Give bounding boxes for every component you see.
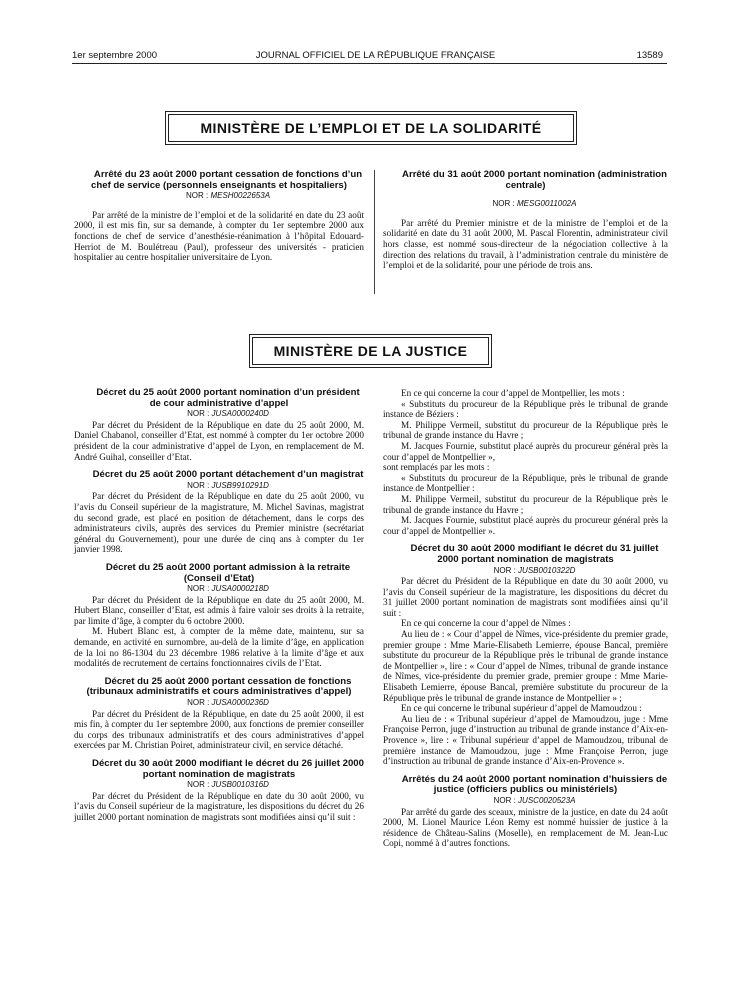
header-journal-title: JOURNAL OFFICIEL DE LA RÉPUBLIQUE FRANÇAISE (255, 50, 496, 61)
entry-text: Par arrêté du garde des sceaux, ministre de la justice, en date du 24 août 2000, M. Lionel Maurice Léon Remy est nommé huissier de justice à la résidence de Château-Salins (Moselle), en remplacement de M. Jean-Luc Copi, nommé à d’autres fonctions. (383, 806, 668, 849)
entry-text: M. Philippe Vermeil, substitut du procureur de la République près le tribunal de grande instance du Havre ; (383, 419, 668, 441)
entry-title: Décret du 25 août 2000 portant admission à la retraite (Conseil d’Etat) (105, 561, 351, 584)
entry-text: En ce qui concerne la cour d’appel de Montpellier, les mots : (401, 388, 625, 398)
nor-reference: NOR : JUSB9910291D (187, 480, 269, 490)
entry-text: Par décret du Président de la République en date du 25 août 2000, M. Hubert Blanc, conseiller d’Etat, est admis à faire valoir ses droits à la retraite, par limite d’âge, à compter du 6 octobre 2000. (74, 594, 364, 626)
header-date: 1er septembre 2000 (72, 50, 158, 61)
entry-text: En ce qui concerne le tribunal supérieur d’appel de Mamoudzou : (401, 703, 642, 714)
entry-text: M. Jacques Fournie, substitut placé auprès du procureur général près la cour d’appel de Montpellier », (383, 440, 668, 462)
nor-reference: NOR : JUSC0020523A (493, 795, 576, 805)
ministry-box-emploi (165, 111, 577, 145)
nor-reference: NOR : JUSB0010316D (187, 780, 269, 790)
entry-text: Par décret du Président de la République en date du 30 août 2000, vu l’avis du Conseil supérieur de la magistrature, les dispositions du décret du 31 juillet 2000 portant nomination de magistrats sont modifiées ainsi qu’il suit : (383, 576, 668, 618)
header-rule (72, 63, 667, 64)
entry-text: Par décret du Président de la République, en date du 25 août 2000, il est mis fin, à compter du 1er septembre 2000, aux fonctions de premier conseiller du corps des tribunaux administratifs et des cours administratives d’appel exercées par M. Christian Poiret, administrateur civil, en service détaché. (74, 708, 364, 751)
ministry-title-emploi: MINISTÈRE DE L’EMPLOI ET DE LA SOLIDARITÉ (168, 114, 574, 142)
section-emploi-right (383, 170, 668, 271)
entry-text: M. Jacques Fournie, substitut placé auprès du procureur général près la cour d’appel de Montpellier ». (383, 515, 668, 536)
entry-text: « Substituts du procureur de la République près le tribunal de grande instance de Béziers : (383, 398, 668, 420)
nor-reference: NOR : JUSA0000218D (187, 584, 269, 594)
entry-title: Décret du 25 août 2000 portant cessation de fonctions (tribunaux administratifs et cours administratives d’appel) (86, 675, 352, 698)
entry-text: M. Philippe Vermeil, substitut du procureur de la République près le tribunal de grande instance du Havre ; (383, 493, 668, 515)
ministry-title-justice: MINISTÈRE DE LA JUSTICE (252, 337, 489, 365)
entry-title: Décret du 25 août 2000 portant détachement d’un magistrat (92, 469, 364, 481)
section-justice-left (74, 388, 364, 823)
nor-reference: NOR : MESG0011002A (492, 199, 577, 209)
entry-text: M. Hubert Blanc est, à compter de la même date, maintenu, sur sa demande, en activité en surnombre, au-delà de la limite d’âge, en application de la loi no 86-1304 du 23 décembre 1986 relative à la limite d’âge et aux modalités de recrutement de certains fonctionnaires civils de l’Etat. (74, 626, 364, 669)
entry-title: Décret du 25 août 2000 portant nomination d’un président de cour administrative d’appel (96, 387, 360, 409)
entry-text: Au lieu de : « Tribunal supérieur d’appel de Mamoudzou, juge : Mme Françoise Perron, juge d’instruction au tribunal de grande instance d’Aix-en-Provence », lire : « Tribunal supérieur d’appel de Mamoudzou, tribunal de première instance de Mamoudzou, juge : Mme Françoise Perron, juge d’instruction au tribunal de grande instance d’Aix-en-Provence ». (383, 713, 668, 767)
entry-title: Arrêtés du 24 août 2000 portant nomination d’huissiers de justice (officiers publics ou ministériels) (401, 773, 668, 796)
ministry-box-justice (249, 334, 492, 368)
entry-title: Arrêté du 31 août 2000 portant nomination (administration centrale) (402, 169, 667, 191)
entry-text: Par décret du Président de la République en date du 25 août 2000, M. Daniel Chabanol, conseiller d’Etat, est nommé à compter du 1er octobre 2000 président de la cour administrative d’appel de Lyon, en remplacement de M. André Guihal, conseiller d’Etat. (74, 419, 364, 462)
nor-reference: NOR : JUSA0000240D (187, 409, 269, 419)
header-page-number: 13589 (636, 50, 663, 61)
section-justice-right (383, 388, 668, 849)
entry-text: Par arrêté de la ministre de l’emploi et de la solidarité en date du 23 août 2000, il est mis fin, sur sa demande, à compter du 1er septembre 2000 aux fonctions de chef de service d’anesthésie-réanimation à l’hôpital Edouard-Herriot de M. Boulétreau (Paul), professeur des universités - praticien hospitalier au centre hospitalier universitaire de Lyon. (74, 209, 364, 263)
column-divider (374, 170, 375, 294)
entry-title: Décret du 30 août 2000 modifiant le décret du 31 juillet 2000 portant nomination de magistrats (410, 543, 659, 565)
nor-reference: NOR : JUSA0000236D (187, 698, 269, 708)
entry-text: Au lieu de : « Cour d’appel de Nîmes, vice-présidente du premier grade, premier groupe : Mme Marie-Elisabeth Lemierre, épouse Bancal, première substitute du procureur de la République près le tribunal de grande instance de Montpellier », lire : « Cour d’appel de Nîmes, tribunal de grande instance de Nîmes, vice-présidente du premier grade, premier groupe : Mme Marie-Elisabeth Lemierre, épouse Bancal, première substitute du procureur de la République près le tribunal de grande instance de Montpellier » ; (383, 629, 668, 703)
entry-text: Par décret du Président de la République en date du 25 août 2000, vu l’avis du Conseil supérieur de la magistrature, M. Michel Savinas, magistrat du second grade, est placé en position de détachement, dans le corps des administrateurs civils, auprès des services du Premier ministre (secrétariat général du Gouvernement), pour une durée de cinq ans à compter du 1er janvier 1998. (74, 491, 364, 555)
entry-text: Par décret du Président de la République en date du 30 août 2000, vu l’avis du Conseil supérieur de la magistrature, les dispositions du décret du 26 juillet 2000 portant nomination de magistrats sont modifiées ainsi qu’il suit : (74, 790, 364, 822)
entry-text: sont remplacés par les mots : (383, 462, 490, 473)
entry-text: Par arrêté du Premier ministre et de la ministre de l’emploi et de la solidarité en date du 31 août 2000, M. Pascal Florentin, administrateur civil hors classe, est nommé sous-directeur de la négociation collective à la direction des relations du travail, à l’administration centrale du ministère de l’emploi et de la solidarité, pour une période de trois ans. (383, 217, 668, 271)
entry-title: Arrêté du 23 août 2000 portant cessation de fonctions d’un chef de service (personnels enseignants et hospitaliers) (91, 169, 363, 191)
nor-reference: NOR : JUSB0010322D (493, 565, 576, 575)
nor-reference: NOR : MESH0022653A (185, 191, 271, 201)
entry-title: Décret du 30 août 2000 modifiant le décret du 26 juillet 2000 portant nomination de magistrats (92, 758, 364, 780)
entry-text: « Substituts du procureur de la République, près le tribunal de grande instance de Montpellier : (383, 472, 668, 494)
section-emploi-left (74, 170, 364, 263)
entry-text: En ce qui concerne la cour d’appel de Nîmes : (401, 618, 571, 629)
